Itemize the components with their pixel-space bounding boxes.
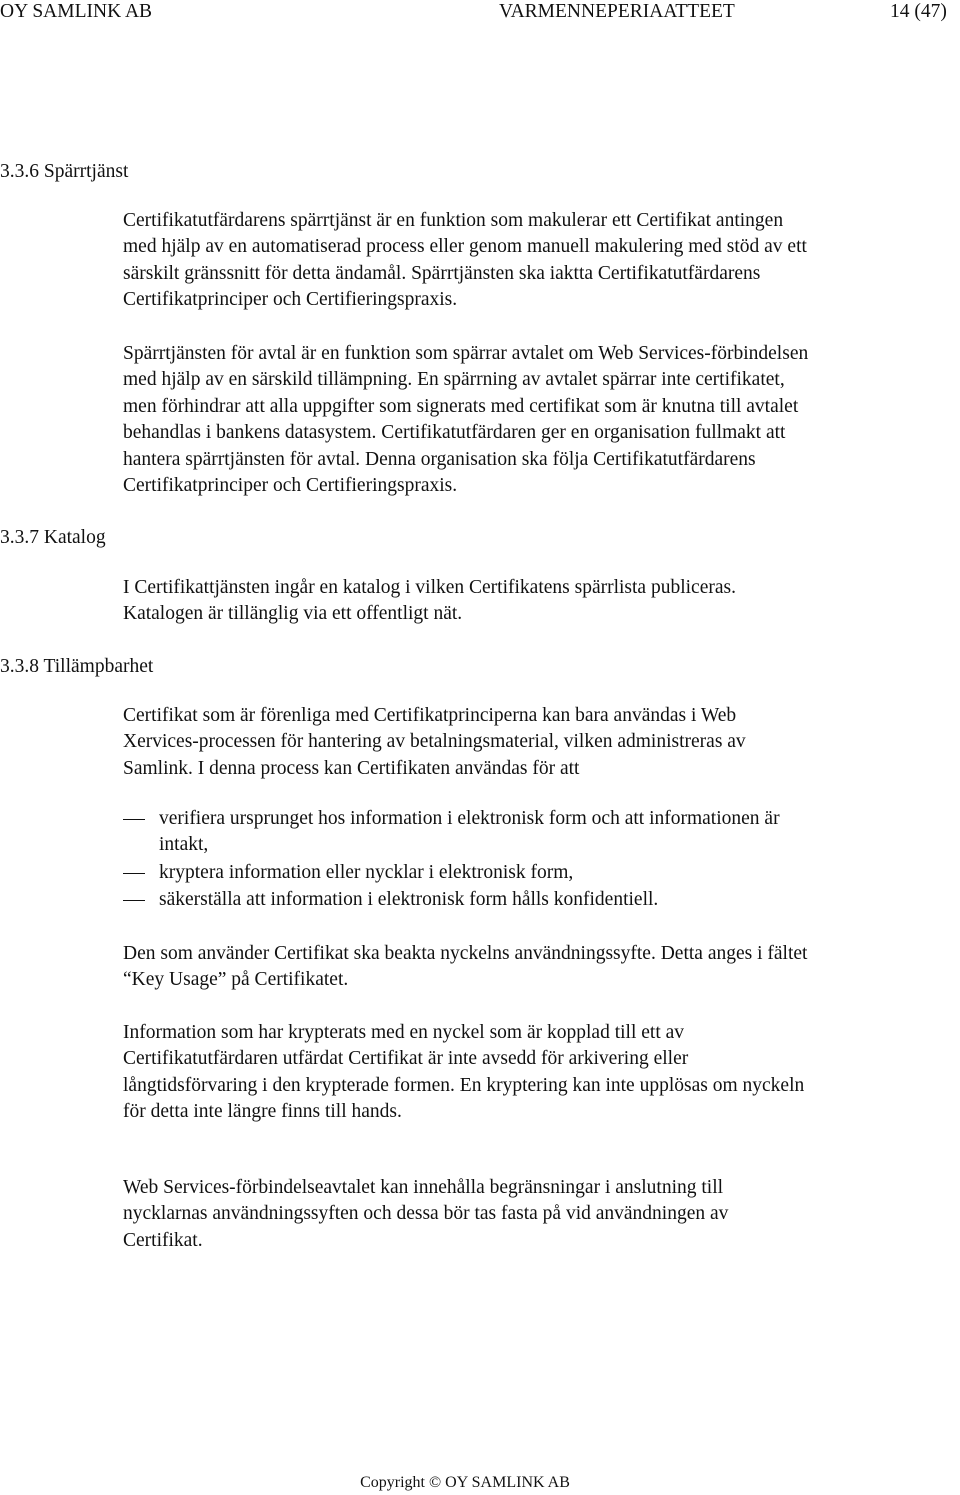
text-line: Information som har krypterats med en nyckel som är kopplad till ett av — [123, 1022, 685, 1043]
text-line: Katalogen är tillänglig via ett offentligt nät. — [123, 603, 463, 625]
text-line: intakt, — [159, 834, 209, 856]
section-heading-katalog: 3.3.7 Katalog — [0, 527, 106, 548]
paragraph-sparrtjanst-intro — [123, 208, 935, 314]
text-line: nycklarnas användningssyften och dessa bör tas fasta på vid användningen av — [123, 1203, 729, 1225]
section-heading-sparrtjanst: 3.3.6 Spärrtjänst — [0, 161, 129, 182]
bullet-text — [159, 806, 780, 859]
text-line: Spärrtjänsten för avtal är en funktion som spärrar avtalet om Web Services-förbindelsen — [123, 343, 809, 364]
paragraph-sparrtjanst-avtal — [123, 341, 935, 499]
section-heading-tillampbarhet: 3.3.8 Tillämpbarhet — [0, 656, 154, 677]
dash-bullet-icon — [123, 900, 145, 901]
text-line: Xervices-processen för hantering av betalningsmaterial, vilken administreras av — [123, 731, 746, 753]
text-line: hantera spärrtjänsten för avtal. Denna organisation ska följa Certifikatutfärdarens — [123, 448, 756, 470]
header-company: OY SAMLINK AB — [0, 1, 153, 22]
text-line: Certifikatprinciper och Certifieringspraxis. — [123, 289, 458, 311]
text-line: med hjälp av en automatiserad process eller genom manuell makulering med stöd av ett — [123, 236, 807, 258]
bullet-item-verifiera — [123, 806, 935, 859]
text-line: Samlink. I denna process kan Certifikaten användas för att — [123, 757, 580, 779]
text-line: Certifikatutfärdaren utfärdat Certifikat är inte avsedd för arkivering eller — [123, 1048, 689, 1070]
paragraph-key-usage — [123, 941, 935, 994]
text-line: “Key Usage” på Certifikatet. — [123, 969, 349, 991]
dash-bullet-icon — [123, 819, 145, 820]
header-page-number: 14 (47) — [890, 1, 947, 22]
text-line: Den som använder Certifikat ska beakta nyckelns användningssyfte. Detta anges i fältet — [123, 943, 808, 964]
paragraph-tillampbarhet-intro — [123, 703, 935, 782]
text-line: för detta inte längre finns till hands. — [123, 1101, 402, 1123]
text-line: särskilt gränssnitt för detta ändamål. Spärrtjänsten ska iaktta Certifikatutfärdarens — [123, 262, 761, 284]
text-line: Certifikat. — [123, 1229, 203, 1251]
text-line: verifiera ursprunget hos information i elektronisk form och att informationen är — [159, 808, 780, 829]
text-line: men förhindrar att alla uppgifter som signerats med certifikat som är knutna till avtalet — [123, 395, 799, 417]
text-line: Certifikatprinciper och Certifieringspraxis. — [123, 475, 458, 497]
text-line: Certifikat som är förenliga med Certifikatprinciperna kan bara användas i Web — [123, 705, 737, 726]
text-line: behandlas i bankens datasystem. Certifikatutfärdaren ger en organisation fullmakt att — [123, 422, 786, 444]
paragraph-web-services-avtal — [123, 1175, 935, 1254]
text-line: Certifikatutfärdarens spärrtjänst är en funktion som makulerar ett Certifikat antingen — [123, 210, 784, 231]
paragraph-kryptering — [123, 1020, 935, 1126]
text-line: långtidsförvaring i den krypterade formen. En kryptering kan inte upplösas om nyckeln — [123, 1074, 805, 1096]
paragraph-katalog — [123, 575, 935, 628]
text-line: med hjälp av en särskild tillämpning. En spärrning av avtalet spärrar inte certifikatet, — [123, 369, 785, 391]
footer-copyright: Copyright © OY SAMLINK AB — [360, 1474, 570, 1491]
bullet-item-kryptera — [123, 860, 935, 887]
text-line: Web Services-förbindelseavtalet kan innehålla begränsningar i anslutning till — [123, 1177, 724, 1198]
dash-bullet-icon — [123, 873, 145, 874]
bullet-text — [159, 860, 573, 886]
text-line: kryptera information eller nycklar i elektronisk form, — [159, 862, 574, 883]
bullet-item-sakerstalla — [123, 887, 935, 914]
text-line: säkerställa att information i elektronisk form hålls konfidentiell. — [159, 889, 659, 910]
text-line: I Certifikattjänsten ingår en katalog i vilken Certifikatens spärrlista publiceras. — [123, 577, 736, 598]
bullet-text — [159, 887, 658, 913]
header-doc-type: VARMENNEPERIAATTEET — [499, 1, 735, 22]
